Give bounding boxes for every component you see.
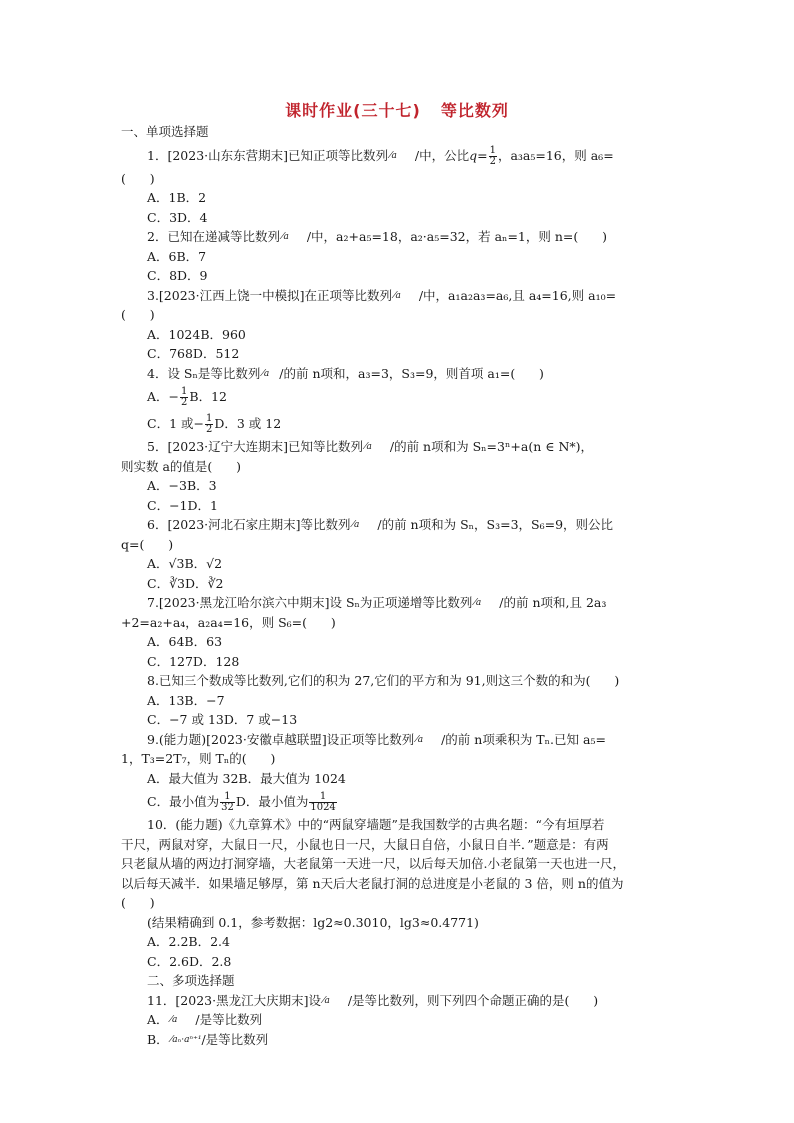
section-heading: 二、多项选择题 [147, 973, 235, 988]
question-11: 11．[2023·黑龙江大庆期末]设 ⁄a /是等比数列，则下列四个命题正确的是( ) [147, 992, 599, 1008]
fraction: $\frac{1}{2}$ [181, 386, 188, 408]
option-ab: A．1B．2 [147, 190, 207, 205]
option-cd: C．768D．512 [147, 346, 240, 361]
option-ab: A．√3B．√2 [147, 556, 223, 571]
option-cd: C．3D．4 [147, 209, 208, 225]
question-10-line3: 只老鼠从墙的两边打洞穿墙，大老鼠第一天进一尺，以后每天加倍.小老鼠第一天也进一尺， [121, 856, 625, 871]
option-ab: A．−3B．3 [147, 478, 217, 493]
answer-paren: ( ) [121, 895, 155, 910]
question-1: 1．[2023·山东东营期末]已知正项等比数列 ⁄a /中，公比q= $\frac{1}{2}$ ，a₃a₅=16，则 a₆= [147, 144, 614, 167]
page-title [0, 98, 794, 121]
option-cd: C．−1D．1 [147, 497, 218, 513]
question-8: 8.已知三个数成等比数列,它们的积为 27,它们的平方和为 91,则这三个数的和为( ) [147, 673, 620, 688]
sequence-symbol: ⁄a [365, 442, 372, 452]
question-9: 9.(能力题)[2023·安徽卓越联盟]设正项等比数列 ⁄a /的前 n项乘积为 Tₙ.已知 a₅= [147, 731, 606, 747]
question-6: 6．[2023·河北石家庄期末]等比数列 ⁄a /的前 n项和为 Sₙ，S₃=3，S₆=9，则公比 [147, 517, 614, 532]
option-ab: A．1024B．960 [147, 326, 246, 342]
option-ab: A．13B．−7 [147, 692, 225, 708]
sequence-symbol: ⁄a [281, 232, 289, 242]
option-ab: A．2.2B．2.4 [147, 934, 230, 949]
sequence-symbol: ⁄a [170, 1015, 178, 1025]
title-main: 课时作业(三十七) [285, 101, 421, 120]
sequence-symbol: ⁄a [393, 290, 401, 301]
question-10: 10．(能力题)《九章算术》中的“两鼠穿墙题”是我国数学的古典名题：“今有垣厚若 [147, 817, 605, 832]
fraction: $\frac{1}{2}$ [489, 144, 496, 167]
question-5: 5．[2023·辽宁大连期末]已知等比数列 ⁄a /的前 n项和为 Sₙ=3ⁿ+a(n ∈ N*)， [147, 439, 594, 454]
title-topic: 等比数列 [440, 101, 509, 120]
option-a: A． ⁄a /是等比数列 [147, 1012, 263, 1027]
option-cd: C．−7 或 13D．7 或−13 [147, 712, 298, 727]
question-5-line2: 则实数 a的值是( ) [121, 458, 242, 474]
question-9-line2: 1，T₃=2T₇，则 Tₙ的( ) [121, 751, 276, 766]
question-7-line2: +2=a₂+a₄，a₂a₄=16，则 S₆=( ) [121, 614, 336, 630]
sequence-symbol: ⁄a [352, 520, 360, 530]
question-10-line4: 以后每天减半．如果墙足够厚，第 n天后大老鼠打洞的总进度是小老鼠的 3 倍，则 n的值为 [121, 875, 624, 891]
sequence-symbol: ⁄a [390, 150, 397, 161]
sequence-symbol: ⁄aₙ·aⁿ⁺¹ [170, 1034, 202, 1045]
section-heading: 一、单项选择题 [121, 124, 209, 139]
question-10-line2: 干尺，两鼠对穿，大鼠日一尺，小鼠也日一尺，大鼠日自倍，小鼠日自半．”题意是：有两 [121, 836, 609, 852]
sequence-symbol: ⁄a [416, 734, 424, 745]
question-2: 2．已知在递减等比数列 ⁄a /中，a₂+a₅=18，a₂·a₅=32，若 aₙ=1，则 n=( ) [147, 229, 607, 244]
question-10-note: (结果精确到 0.1，参考数据：lg2≈0.3010，lg3≈0.4771) [147, 914, 479, 930]
sequence-symbol: ⁄a [474, 598, 482, 608]
fraction: $\frac{1}{2}$ [205, 413, 213, 435]
sequence-symbol: ⁄a [262, 368, 270, 379]
question-7: 7.[2023·黑龙江哈尔滨六中期末]设 Sₙ为正项递增等比数列 ⁄a /的前 n项和,且 2a₃ [147, 595, 607, 610]
option-cd: C．127D．128 [147, 653, 240, 669]
question-4: 4．设 Sₙ是等比数列 ⁄a /的前 n项和，a₃=3，S₃=9，则首项 a₁=( ) [147, 365, 544, 381]
option-cd: C．8D．9 [147, 268, 208, 283]
option-ab: A．最大值为 32B．最大值为 1024 [147, 770, 346, 786]
question-list [121, 122, 677, 1049]
option-ab: A．64B．63 [147, 634, 223, 649]
answer-paren: ( ) [121, 307, 155, 322]
sequence-symbol: ⁄a [322, 995, 330, 1006]
fraction: $\frac{1}{32}$ [221, 791, 234, 813]
option-cd: C．最小值为 $\frac{1}{32}$ D．最小值为 $\frac{1}{1024}$ [147, 791, 336, 813]
option-cd: C．2.6D．2.8 [147, 953, 232, 969]
fraction: $\frac{1}{1024}$ [310, 791, 336, 813]
option-ab: A．− $\frac{1}{2}$ B．12 [147, 386, 227, 408]
option-cd: C．∛3D．∛2 [147, 575, 224, 591]
option-b: B． ⁄aₙ·aⁿ⁺¹/是等比数列 [147, 1031, 269, 1047]
question-6-line2: q=( ) [121, 536, 174, 552]
answer-paren: ( ) [121, 170, 155, 186]
question-3: 3.[2023·江西上饶一中模拟]在正项等比数列 ⁄a /中，a₁a₂a₃=a₆,且 a₄=16,则 a₁₀= [147, 287, 617, 303]
option-cd: C．1 或− $\frac{1}{2}$ D．3 或 12 [147, 413, 282, 435]
option-ab: A．6B．7 [147, 248, 207, 264]
